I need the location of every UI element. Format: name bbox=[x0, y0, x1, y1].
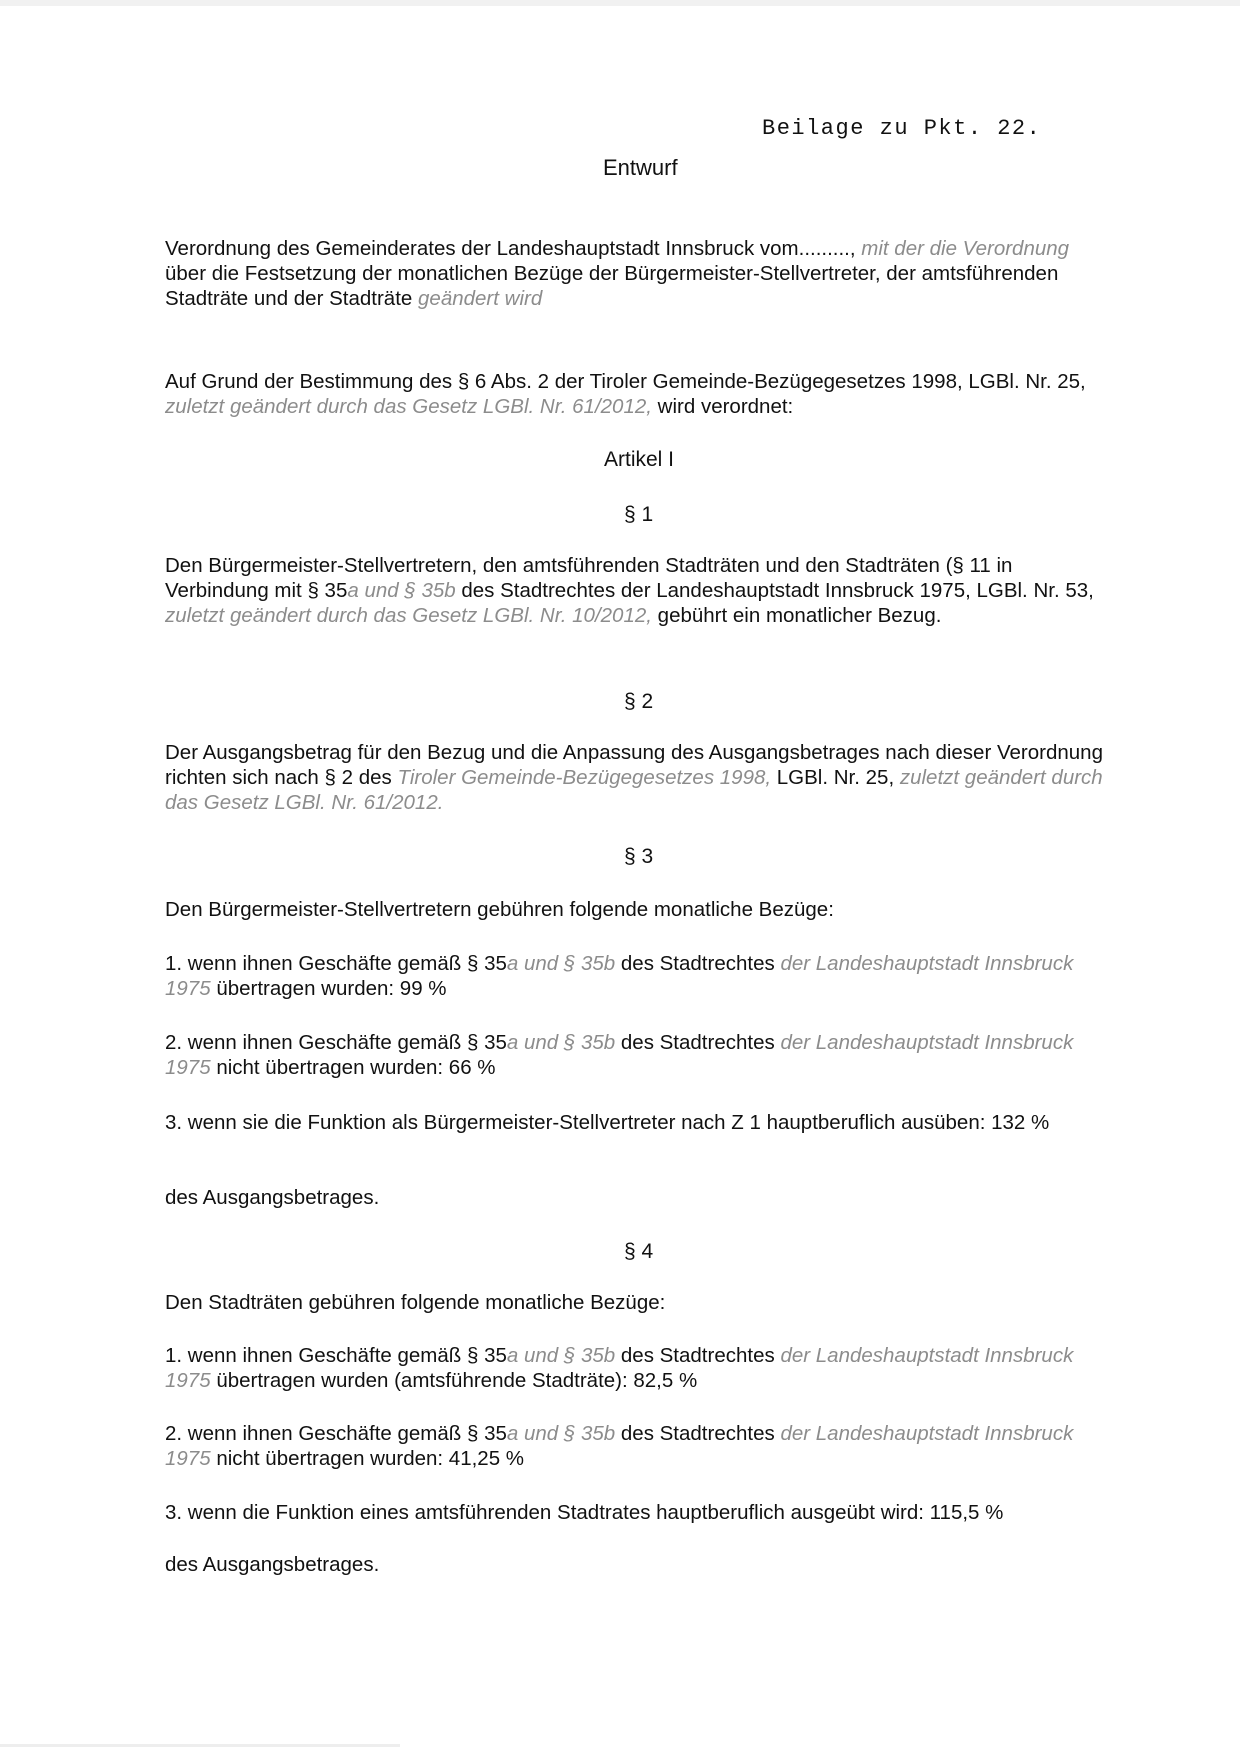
preamble: Auf Grund der Bestimmung des § 6 Abs. 2 der Tiroler Gemeinde-Bezügegesetzes 1998, LGBl. Nr. 25, zuletzt geändert durch das Gesetz LGBl. Nr. 61/2012, wird verordnet: bbox=[165, 370, 1086, 418]
scan-edge-bottom bbox=[0, 1744, 400, 1747]
section-4-item-2: 2. wenn ihnen Geschäfte gemäß § 35a und § 35b des Stadtrechtes der Landeshauptstadt Innsbruck 1975 nicht übertragen wurden: 41,25 % bbox=[165, 1422, 1074, 1470]
section-3-item-1: 1. wenn ihnen Geschäfte gemäß § 35a und § 35b des Stadtrechtes der Landeshauptstadt Innsbruck 1975 übertragen wurden: 99 % bbox=[165, 952, 1074, 1000]
section-4-intro: Den Stadträten gebühren folgende monatliche Bezüge: bbox=[165, 1291, 666, 1314]
section-4-item-1: 1. wenn ihnen Geschäfte gemäß § 35a und § 35b des Stadtrechtes der Landeshauptstadt Innsbruck 1975 übertragen wurden (amtsführende Stadträte): 82,5 % bbox=[165, 1344, 1074, 1392]
section-3-item-2: 2. wenn ihnen Geschäfte gemäß § 35a und § 35b des Stadtrechtes der Landeshauptstadt Innsbruck 1975 nicht übertragen wurden: 66 % bbox=[165, 1031, 1074, 1079]
section-3-heading: § 3 bbox=[624, 845, 654, 868]
document-title: Verordnung des Gemeinderates der Landeshauptstadt Innsbruck vom........., mit der die Verordnung über die Festsetzung der monatlichen Bezüge der Bürgermeister-Stellvertreter, der amtsführenden Stadträte und der Stadträte geändert wird bbox=[165, 237, 1070, 310]
section-1-text: Den Bürgermeister-Stellvertretern, den amtsführenden Stadträten und den Stadträten (§ 11 in Verbindung mit § 35a und § 35b des Stadtrechtes der Landeshauptstadt Innsbruck 1975, LGBl. Nr. 53, zuletzt geändert durch das Gesetz LGBl. Nr. 10/2012, gebührt ein monatlicher Bezug. bbox=[165, 554, 1094, 627]
draft-label: Entwurf bbox=[603, 155, 678, 180]
attachment-label: Beilage zu Pkt. 22. bbox=[762, 116, 1042, 141]
scan-edge-top bbox=[0, 0, 1240, 6]
section-2-heading: § 2 bbox=[624, 690, 654, 713]
section-4-outro: des Ausgangsbetrages. bbox=[165, 1553, 380, 1576]
section-1-heading: § 1 bbox=[624, 503, 654, 526]
section-3-intro: Den Bürgermeister-Stellvertretern gebühren folgende monatliche Bezüge: bbox=[165, 898, 834, 921]
article-heading: Artikel I bbox=[604, 448, 675, 471]
section-2-text: Der Ausgangsbetrag für den Bezug und die Anpassung des Ausgangsbetrages nach dieser Verordnung richten sich nach § 2 des Tiroler Gemeinde-Bezügegesetzes 1998, LGBl. Nr. 25, zuletzt geändert durch das Gesetz LGBl. Nr. 61/2012. bbox=[165, 741, 1103, 814]
section-4-heading: § 4 bbox=[624, 1240, 654, 1263]
section-4-item-3: 3. wenn die Funktion eines amtsführenden Stadtrates hauptberuflich ausgeübt wird: 115,5 % bbox=[165, 1501, 1004, 1524]
section-3-outro: des Ausgangsbetrages. bbox=[165, 1186, 380, 1209]
section-3-item-3: 3. wenn sie die Funktion als Bürgermeister-Stellvertreter nach Z 1 hauptberuflich ausüben: 132 % bbox=[165, 1111, 1050, 1134]
